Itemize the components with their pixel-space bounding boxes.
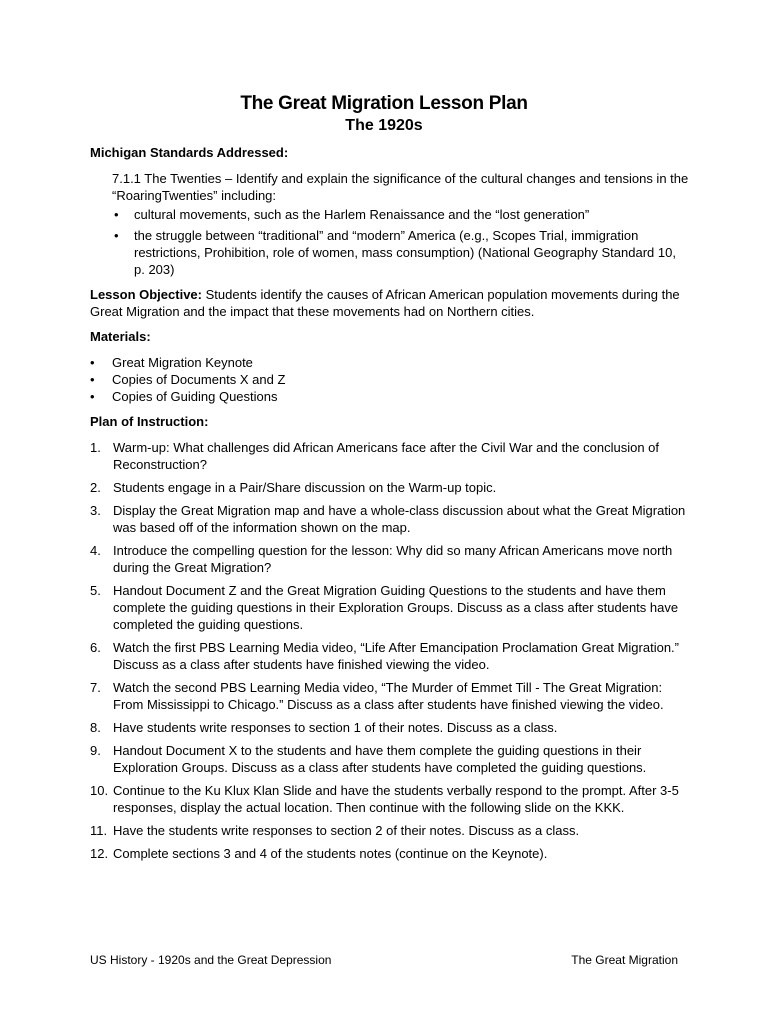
step-text: Warm-up: What challenges did African Americans face after the Civil War and the conclusion of Reconstruction? [113,440,660,472]
objective-text: Students identify the causes of African American population movements during the Great Migration and the impact that these movements had on Northern cities. [90,287,680,319]
list-item-text: Copies of Guiding Questions [112,389,278,404]
standards-heading: Michigan Standards Addressed: [90,145,289,160]
list-item [90,742,690,776]
step-text: Introduce the compelling question for the lesson: Why did so many African Americans move north during the Great Migration? [113,543,673,575]
materials-heading: Materials: [90,329,151,344]
footer-course: US History - 1920s and the Great Depression [90,953,332,967]
list-item [90,639,690,673]
bullet-icon: • [114,207,119,222]
materials-list [90,354,690,405]
step-number: 3. [90,503,101,518]
step-text: Watch the second PBS Learning Media video, “The Murder of Emmet Till - The Great Migration: From Mississippi to Chicago.” Discuss as a class after students have finished viewing the video. [113,680,664,712]
list-item-text: the struggle between “traditional” and “modern” America (e.g., Scopes Trial, immigration restrictions, Prohibition, role of women, mass consumption) (National Geography Standard 10, p. 203) [134,228,676,277]
step-number: 2. [90,480,101,495]
list-item [112,227,690,278]
list-item [90,679,690,713]
step-text: Have the students write responses to section 2 of their notes. Discuss as a class. [113,823,580,838]
lesson-objective [90,286,690,320]
step-number: 1. [90,440,101,455]
list-item [90,782,690,816]
list-item-text: Great Migration Keynote [112,355,253,370]
bullet-icon: • [90,372,95,387]
standards-bullets [112,206,690,278]
list-item [90,845,690,862]
list-item [90,822,690,839]
list-item [90,719,690,736]
list-item-text: cultural movements, such as the Harlem Renaissance and the “lost generation” [134,207,590,222]
step-number: 6. [90,640,101,655]
list-item [90,371,690,388]
objective-label: Lesson Objective: [90,287,202,302]
list-item [90,388,690,405]
plan-steps [90,439,690,862]
step-number: 8. [90,720,101,735]
step-number: 5. [90,583,101,598]
step-text: Continue to the Ku Klux Klan Slide and have the students verbally respond to the prompt. After 3-5 responses, display the actual location. Then continue with the following slide on the KKK. [113,783,679,815]
list-item [90,479,690,496]
list-item-text: Copies of Documents X and Z [112,372,286,387]
step-text: Watch the first PBS Learning Media video, “Life After Emancipation Proclamation Great Migration.” Discuss as a class after students have finished viewing the video. [113,640,680,672]
step-number: 4. [90,543,101,558]
standards-block [112,170,690,278]
step-text: Students engage in a Pair/Share discussion on the Warm-up topic. [113,480,497,495]
list-item [90,542,690,576]
list-item [90,439,690,473]
list-item [90,502,690,536]
step-text: Have students write responses to section 1 of their notes. Discuss as a class. [113,720,558,735]
step-text: Complete sections 3 and 4 of the students notes (continue on the Keynote). [113,846,548,861]
bullet-icon: • [114,228,119,243]
step-number: 10. [90,783,109,798]
plan-heading: Plan of Instruction: [90,414,209,429]
standards-text: 7.1.1 The Twenties – Identify and explain the significance of the cultural changes and tensions in the “RoaringTwenties” including: [112,171,689,203]
footer-topic: The Great Migration [571,953,678,967]
list-item [112,206,690,223]
document-body [90,144,690,868]
page-subtitle: The 1920s [345,117,423,134]
bullet-icon: • [90,389,95,404]
list-item [90,582,690,633]
bullet-icon: • [90,355,95,370]
step-number: 7. [90,680,101,695]
step-text: Handout Document Z and the Great Migration Guiding Questions to the students and have them complete the guiding questions in their Exploration Groups. Discuss as a class after students have completed the guiding questions. [113,583,679,632]
step-number: 12. [90,846,109,861]
step-text: Display the Great Migration map and have a whole-class discussion about what the Great Migration was based off of the information shown on the map. [113,503,686,535]
page-title: The Great Migration Lesson Plan [240,93,528,114]
step-number: 9. [90,743,101,758]
list-item [90,354,690,371]
step-number: 11. [90,823,108,838]
step-text: Handout Document X to the students and have them complete the guiding questions in their Exploration Groups. Discuss as a class after students have completed the guiding questions. [113,743,647,775]
